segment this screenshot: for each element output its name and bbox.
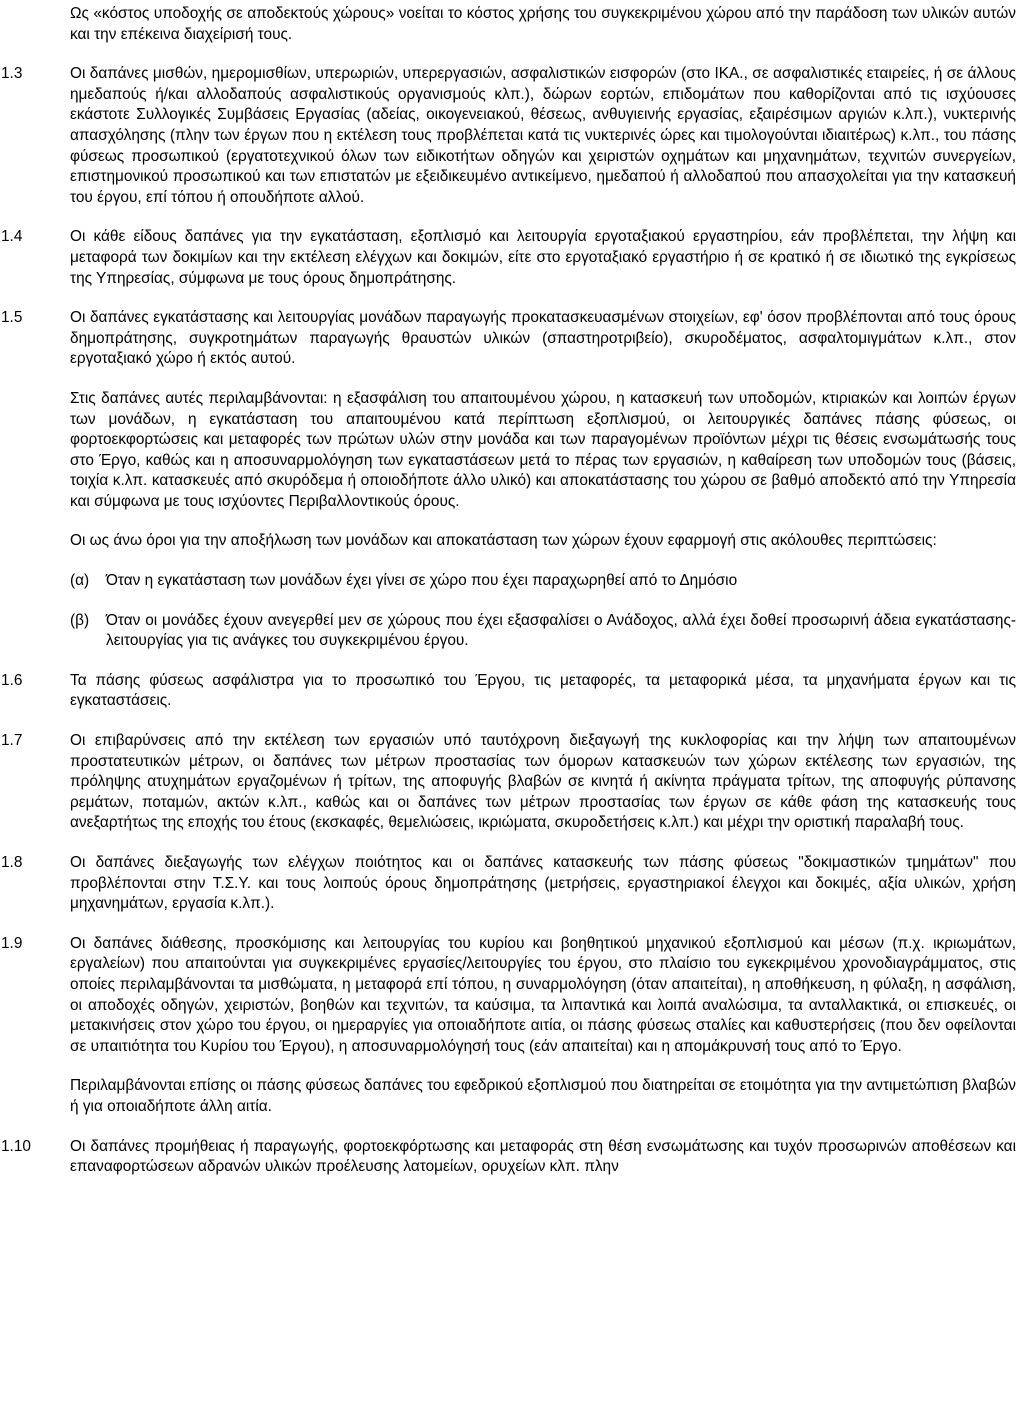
section-text: Οι δαπάνες προμήθειας ή παραγωγής, φορτοεκφόρτωσης και μεταφοράς στη θέση ενσωμάτωσης και τυχόν προσωρινών αποθέσεων και επαναφορτώσεων αδρανών υλικών προέλευσης λατομείων, ορυχείων κλπ. πλην — [70, 1137, 1016, 1176]
section-text: Οι κάθε είδους δαπάνες για την εγκατάσταση, εξοπλισμό και λειτουργία εργοταξιακού εργαστηρίου, εάν προβλέπεται, την λήψη και μεταφορά των δοκιμίων και την εκτέλεση ελέγχων και δοκιμών, είτε στο εργοταξιακό εργαστήριο ή σε κρατικό ή σε ιδιωτικό της εγκρίσεως της Υπηρεσίας, σύμφωνα με τους όρους δημοπράτησης. — [70, 228, 1016, 287]
section-number: 1.7 — [1, 732, 23, 750]
section-number: 1.3 — [1, 65, 23, 83]
section-number: 1.8 — [1, 854, 23, 871]
section-number: 1.10 — [1, 1137, 31, 1155]
section-number: 1.9 — [1, 934, 23, 952]
section-text: Οι δαπάνες μισθών, ημερομισθίων, υπερωριών, υπερεργασιών, ασφαλιστικών εισφορών (στο ΙΚΑ., σε ασφαλιστικές εταιρείες, ή σε άλλους ημεδαπούς ή/και αλλοδαπούς ασφαλιστικούς οργανισμούς κλπ.), δώρων εορτών, επιδομάτων που καθορίζονται από τις ισχύουσες εκάστοτε Συλλογικές Συμβάσεις Εργασίας (αδείας, οικογενειακού, θέσεως, ανθυγιεινής εργασίας, εξαιρέσιμων αργιών κ.λπ.), νυκτερινής απασχόλησης (πλην των έργων που η εκτέλεση τους προβλέπεται κατά τις νυκτερινές ώρες και τιμολογούνται ιδιαιτέρως) κ.λπ., του πάσης φύσεως προσωπικού (εργατοτεχνικού όλων των ειδικοτήτων οδηγών και χειριστών οχημάτων και μηχανημάτων, τεχνιτών συνεργείων, επιστημονικού προσωπικού και των επιστατών με εξειδικευμένο αντικείμενο, ημεδαπού ή αλλοδαπού που απασχολείται για την κατασκευή του έργου, επί τόπου ή οπουδήποτε αλλού. — [70, 65, 1016, 206]
subitem-b — [70, 611, 1016, 652]
subitem-text: Όταν οι μονάδες έχουν ανεγερθεί μεν σε χώρους που έχει εξασφαλίσει ο Ανάδοχος, αλλά έχει δοθεί προσωρινή άδεια εγκατάστασης-λειτουργίας για τις ανάγκες του συγκεκριμένου έργου. — [106, 611, 1016, 650]
section-text: Οι επιβαρύνσεις από την εκτέλεση των εργασιών υπό ταυτόχρονη διεξαγωγή της κυκλοφορίας και την λήψη των απαιτουμένων προστατευτικών μέτρων, οι δαπάνες των μέτρων προστασίας των όμορων κατασκευών των χώρων εκτέλεσης των εργασιών, της πρόληψης ατυχημάτων εργαζομένων ή τρίτων, της αποφυγής βλαβών σε κινητά ή ακίνητα πράγματα τρίτων, της αποφυγής ρύπανσης ρεμάτων, ποταμών, ακτών κ.λπ., καθώς και οι δαπάνες των μέτρων προστασίας των έργων σε κάθε φάση της κατασκευής τους ανεξαρτήτως της εποχής του έτους (εκσκαφές, θεμελιώσεις, ικριώματα, σκυροδετήσεις κ.λπ.) και μέχρι την οριστική παραλαβή τους. — [70, 732, 1016, 832]
section-text-continued: Οι ως άνω όροι για την αποξήλωση των μονάδων και αποκατάσταση των χώρων έχουν εφαρμογή στις ακόλουθες περιπτώσεις: — [70, 532, 937, 550]
section-text-continued: Περιλαμβάνονται επίσης οι πάσης φύσεως δαπάνες του εφεδρικού εξοπλισμού που διατηρείται σε ετοιμότητα για την αντιμετώπιση βλαβών ή για οποιαδήποτε άλλη αιτία. — [70, 1077, 1016, 1115]
section-text: Οι δαπάνες διεξαγωγής των ελέγχων ποιότητος και οι δαπάνες κατασκευής των πάσης φύσεως "δοκιμαστικών τμημάτων" που προβλέπονται στην Τ.Σ.Υ. και τους λοιπούς όρους δημοπράτησης (μετρήσεις, εργαστηριακοί έλεγχοι και δοκιμές, αξία υλικών, χρήση μηχανημάτων, εργασία κ.λπ.). — [70, 854, 1016, 913]
section-1-5 — [1, 308, 1016, 552]
subitem-marker: (β) — [70, 611, 90, 629]
section-text: Τα πάσης φύσεως ασφάλιστρα για το προσωπικό του Έργου, τις μεταφορές, τα μεταφορικά μέσα, τα μηχανήματα έργων και τις εγκαταστάσεις. — [70, 671, 1016, 710]
subitem-text: Όταν η εγκατάσταση των μονάδων έχει γίνει σε χώρο που έχει παραχωρηθεί από το Δημόσιο — [106, 572, 738, 590]
section-number: 1.5 — [1, 309, 23, 327]
section-1-6 — [1, 671, 1016, 712]
section-1-4 — [1, 227, 1016, 289]
section-1-10 — [1, 1137, 1016, 1178]
section-number: 1.4 — [1, 228, 23, 246]
intro-paragraph: Ως «κόστος υποδοχής σε αποδεκτούς χώρους» νοείται το κόστος χρήσης του συγκεκριμένου χώρου από την παράδοση των υλικών αυτών και την επέκεινα διαχείρισή τους. — [70, 5, 1016, 43]
section-text: Οι δαπάνες εγκατάστασης και λειτουργίας μονάδων παραγωγής προκατασκευασμένων στοιχείων, εφ' όσον προβλέπονται από τους όρους δημοπράτησης, συγκροτημάτων παραγωγής θραυστών υλικών (σπαστηροτριβείο), σκυροδέματος, ασφαλτομιγμάτων κ.λπ., στον εργοταξιακό χώρο ή εκτός αυτού. — [70, 309, 1016, 368]
section-text: Οι δαπάνες διάθεσης, προσκόμισης και λειτουργίας του κυρίου και βοηθητικού μηχανικού εξοπλισμού και μέσων (π.χ. ικριωμάτων, εργαλείων) που απαιτούνται για συγκεκριμένες εργασίες/λειτουργίες του έργου, στο πλαίσιο του εγκεκριμένου χρονοδιαγράμματος, στις οποίες περιλαμβάνονται τα μισθώματα, η μεταφορά επί τόπου, η συναρμολόγηση (όταν απαιτείται), η αποθήκευση, η φύλαξη, η ασφάλιση, οι αποδοχές οδηγών, χειριστών, βοηθών και τεχνιτών, τα καύσιμα, τα λιπαντικά και λοιπά αναλώσιμα, τα ανταλλακτικά, οι επισκευές, οι μετακινήσεις στον χώρο του έργου, οι ημεραργίες για οποιαδήποτε αιτία, οι πάσης φύσεως σταλίες και καθυστερήσεις (που δεν οφείλονται σε υπαιτιότητα του Κυρίου του Έργου), η αποσυναρμολόγησή τους (εάν απαιτείται) και η απομάκρυνσή τους από το Έργο. — [70, 934, 1016, 1055]
subitem-a — [70, 571, 1016, 592]
section-1-3 — [1, 64, 1016, 208]
section-text-continued: Στις δαπάνες αυτές περιλαμβάνονται: η εξασφάλιση του απαιτουμένου χώρου, η κατασκευή των υποδομών, κτιριακών και λοιπών έργων των μονάδων, η εγκατάσταση του απαιτουμένου κατά περίπτωση εξοπλισμού, οι λειτουργικές δαπάνες πάσης φύσεως, οι φορτοεκφορτώσεις και μεταφορές των πρώτων υλών στην μονάδα και των παραγομένων προϊόντων μέχρι τις θέσεις ενσωμάτωσής τους στο Έργο, καθώς και η αποσυναρμολόγηση των εγκαταστάσεων μετά το πέρας των εργασιών, η καθαίρεση των υποδομών τους (βάσεις, τοιχία κ.λπ. κατασκευές από σκυρόδεμα ή οποιοδήποτε άλλο υλικό) και αποκατάστασης του χώρου σε βαθμό αποδεκτό από την Υπηρεσία και σύμφωνα με τους ισχύοντες Περιβαλλοντικούς όρους. — [70, 389, 1016, 510]
section-1-9 — [1, 934, 1016, 1118]
section-number: 1.6 — [1, 671, 23, 689]
subitem-marker: (α) — [70, 572, 90, 590]
section-1-8 — [1, 853, 1016, 915]
section-1-7 — [1, 731, 1016, 834]
